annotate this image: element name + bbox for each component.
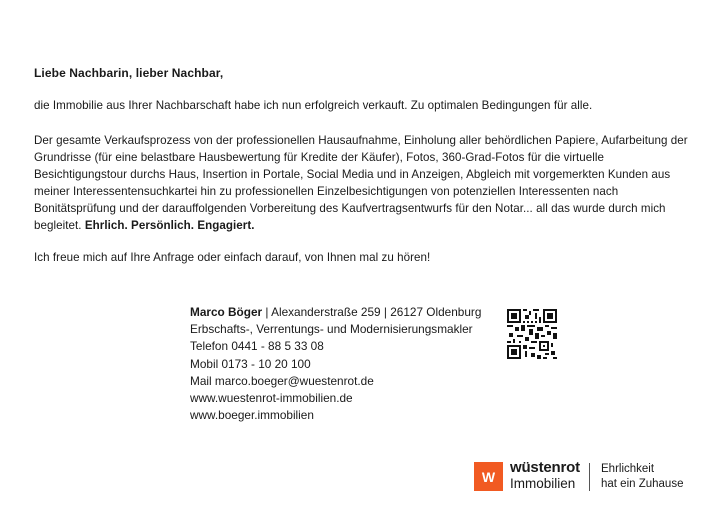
letter-paragraph-1: die Immobilie aus Ihrer Nachbarschaft habe ich nun erfolgreich verkauft. Zu optimalen Bedingungen für alle. — [34, 99, 593, 112]
paragraph-2-text: Der gesamte Verkaufsprozess von der professionellen Hausaufnahme, Einholung aller behördlichen Papiere, Aufarbeitung der Grundrisse (für eine belastbare Hausbewertung für Kredite der Käufer), Fotos, 360-Grad-Fotos für die virtuelle Besichtigungstour durchs Haus, Insertion in Portale, Social Media und in Anzeigen, Abgleich mit vorgemerkten Kunden aus meiner Interessentensuchkartei hin zu professionellen Einzelbesichtigungen von potenziellen Interessenten nach Bonitätsprüfung und der darauffolgenden Vorbereitung des Kaufvertragsentwurfs für den Notar... all das wurde durch mich begleitet. — [34, 134, 688, 232]
logo-mark: W — [481, 469, 496, 485]
slogan-line-2: hat ein Zuhause — [601, 478, 684, 490]
contact-phone: Telefon 0441 - 88 5 33 08 — [190, 339, 324, 354]
brand-subname: Immobilien — [510, 476, 576, 491]
letter-paragraph-2 — [34, 132, 694, 234]
brand-name: wüstenrot — [510, 459, 580, 476]
contact-address: | Alexanderstraße 259 | 26127 Oldenburg — [262, 305, 482, 319]
contact-web-1: www.wuestenrot-immobilien.de — [190, 391, 353, 406]
letter-greeting: Liebe Nachbarin, lieber Nachbar, — [34, 66, 224, 80]
contact-title: Erbschafts-, Verrentungs- und Modernisierungsmakler — [190, 322, 473, 337]
paragraph-2-motto: Ehrlich. Persönlich. Engagiert. — [84, 219, 255, 232]
qr-code-icon — [507, 309, 557, 359]
contact-mail: Mail marco.boeger@wuestenrot.de — [190, 373, 374, 388]
contact-block — [190, 304, 481, 424]
wuestenrot-logo-icon — [474, 462, 503, 491]
letter-paragraph-3: Ich freue mich auf Ihre Anfrage oder einfach darauf, von Ihnen mal zu hören! — [34, 251, 431, 264]
contact-web-2: www.boeger.immobilien — [190, 408, 314, 423]
brand-divider — [589, 463, 590, 491]
slogan-line-1: Ehrlichkeit — [601, 463, 655, 475]
contact-name: Marco Böger — [190, 305, 263, 319]
contact-mobile: Mobil 0173 - 10 20 100 — [190, 356, 311, 371]
brand-slogan — [601, 462, 683, 492]
contact-name-line — [190, 304, 481, 321]
